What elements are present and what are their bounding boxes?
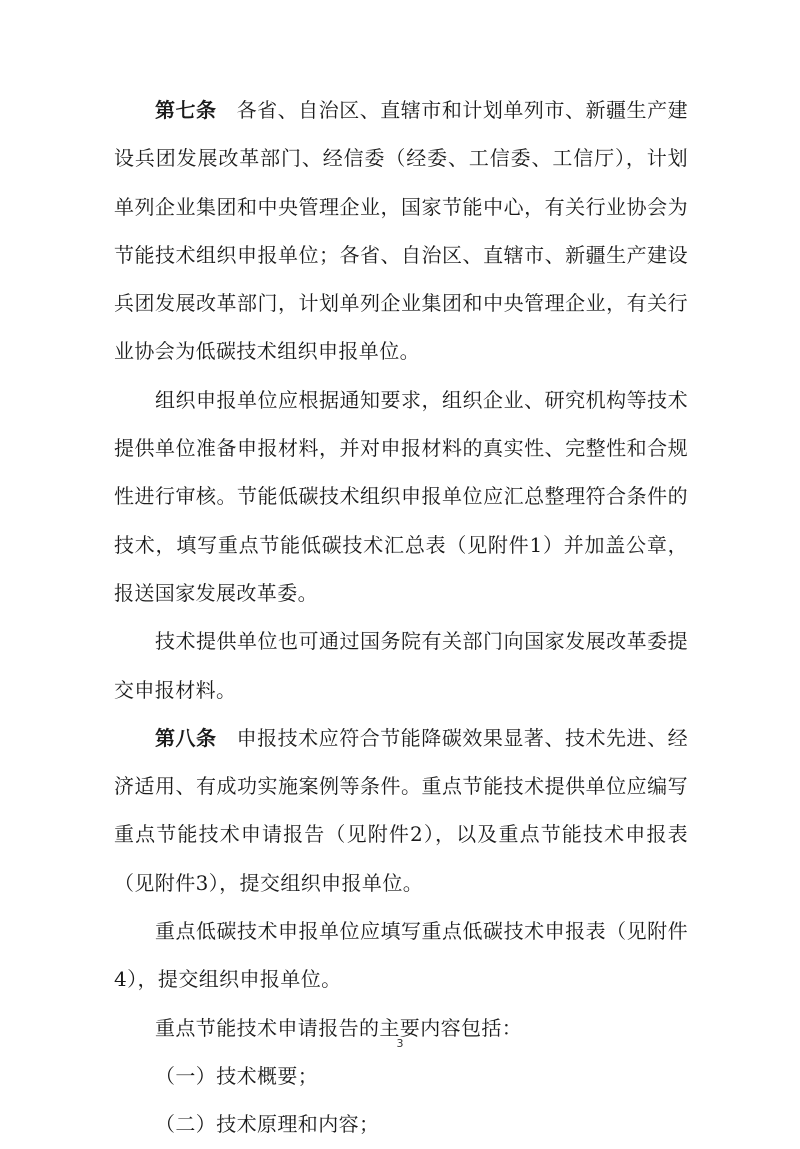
body-paragraph: 重点节能技术申请报告的主要内容包括： — [155, 1015, 523, 1040]
article-7-paragraph — [114, 86, 688, 376]
page-number: 3 — [396, 1037, 404, 1050]
article-7-text: 各省、自治区、直辖市和计划单列市、新疆生产建设兵团发展改革部门、经信委（经委、工信委、工信厅），计划单列企业集团和中央管理企业，国家节能中心，有关行业协会为节能技术组织申报单位；各省、自治区、直辖市、新疆生产建设兵团发展改革部门，计划单列企业集团和中央管理企业，有关行业协会为低碳技术组织申报单位。 — [114, 98, 688, 364]
article-7-label: 第七条 — [155, 98, 217, 122]
list-item: （二）技术原理和内容； — [155, 1112, 380, 1137]
body-paragraph: 技术提供单位也可通过国务院有关部门向国家发展改革委提交申报材料。 — [114, 629, 688, 702]
article-8-text: 申报技术应符合节能降碳效果显著、技术先进、经济适用、有成功实施案例等条件。重点节能技术提供单位应编写重点节能技术申请报告（见附件2），以及重点节能技术申报表（见附件3），提交组织申报单位。 — [114, 725, 688, 895]
document-body — [114, 86, 688, 1149]
list-item: （一）技术概要； — [155, 1063, 319, 1088]
article-8-paragraph — [114, 714, 688, 907]
body-paragraph: 重点低碳技术申报单位应填写重点低碳技术申报表（见附件4），提交组织申报单位。 — [114, 919, 688, 992]
article-8-label: 第八条 — [155, 725, 217, 750]
body-paragraph: 组织申报单位应根据通知要求，组织企业、研究机构等技术提供单位准备申报材料，并对申报材料的真实性、完整性和合规性进行审核。节能低碳技术组织申报单位应汇总整理符合条件的技术，填写重点节能低碳技术汇总表（见附件1）并加盖公章，报送国家发展改革委。 — [114, 387, 688, 605]
